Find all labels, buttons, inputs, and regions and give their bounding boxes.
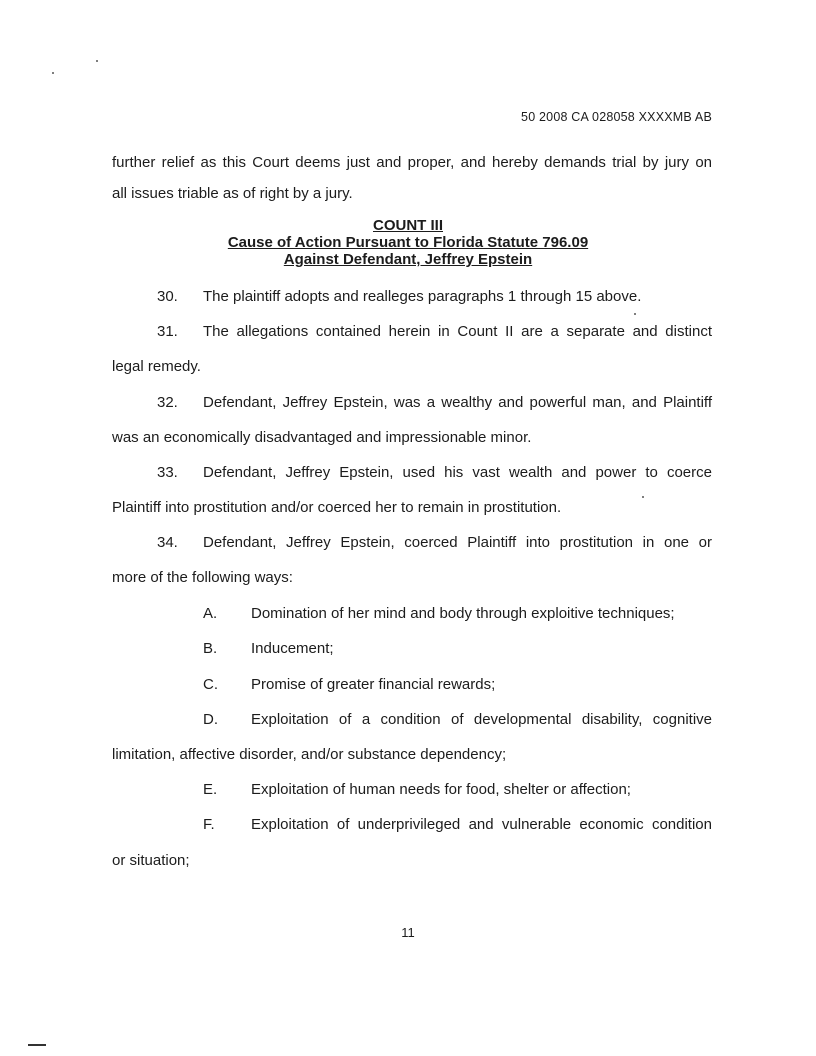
case-number: 50 2008 CA 028058 XXXXMB AB [521,110,712,124]
list-item-b [203,640,334,657]
scan-mark [28,1044,46,1046]
item-text: Exploitation of human needs for food, shelter or affection; [251,781,631,798]
intro-line: further relief as this Court deems just and proper, and hereby demands trial by jury on [112,154,712,171]
list-item-f [203,816,712,833]
paragraph-text: Defendant, Jeffrey Epstein, was a wealthy and powerful man, and Plaintiff [203,394,712,411]
item-text: Exploitation of a condition of developmental disability, cognitive [251,711,712,728]
item-continuation: limitation, affective disorder, and/or substance dependency; [112,746,507,763]
paragraph-32 [157,394,712,411]
scan-speck [52,72,54,74]
paragraph-number: 33. [157,464,178,481]
paragraph-34 [157,534,712,551]
paragraph-text: The allegations contained herein in Count II are a separate and distinct [203,323,712,340]
item-letter: C. [203,676,218,693]
paragraph-continuation: more of the following ways: [112,569,293,586]
list-item-a [203,605,675,622]
paragraph-33 [157,464,712,481]
item-letter: B. [203,640,218,657]
count-subtitle: Cause of Action Pursuant to Florida Statute 796.09 [227,234,589,251]
item-text: Domination of her mind and body through exploitive techniques; [251,605,675,622]
scan-speck [642,496,644,498]
scan-speck [634,313,636,315]
scan-speck [96,60,98,62]
paragraph-continuation: legal remedy. [112,358,201,375]
paragraph-number: 30. [157,288,178,305]
list-item-c [203,676,495,693]
list-item-e [203,781,631,798]
count-title: COUNT III [373,217,443,234]
count-against: Against Defendant, Jeffrey Epstein [283,251,533,268]
item-letter: E. [203,781,218,798]
paragraph-text: Defendant, Jeffrey Epstein, coerced Plaintiff into prostitution in one or [203,534,712,551]
item-letter: F. [203,816,215,833]
item-letter: D. [203,711,218,728]
paragraph-continuation: was an economically disadvantaged and impressionable minor. [112,429,532,446]
paragraph-number: 31. [157,323,178,340]
paragraph-number: 34. [157,534,178,551]
paragraph-continuation: Plaintiff into prostitution and/or coerced her to remain in prostitution. [112,499,562,516]
paragraph-30 [157,288,641,305]
page-number: 11 [401,925,415,940]
intro-line: all issues triable as of right by a jury. [112,185,353,202]
list-item-d [203,711,712,728]
item-text: Promise of greater financial rewards; [251,676,496,693]
paragraph-number: 32. [157,394,178,411]
item-letter: A. [203,605,218,622]
item-text: Inducement; [251,640,334,657]
item-continuation: or situation; [112,852,190,869]
paragraph-31 [157,323,712,340]
item-text: Exploitation of underprivileged and vulnerable economic condition [251,816,712,833]
paragraph-text: The plaintiff adopts and realleges paragraphs 1 through 15 above. [203,288,642,305]
paragraph-text: Defendant, Jeffrey Epstein, used his vast wealth and power to coerce [203,464,712,481]
